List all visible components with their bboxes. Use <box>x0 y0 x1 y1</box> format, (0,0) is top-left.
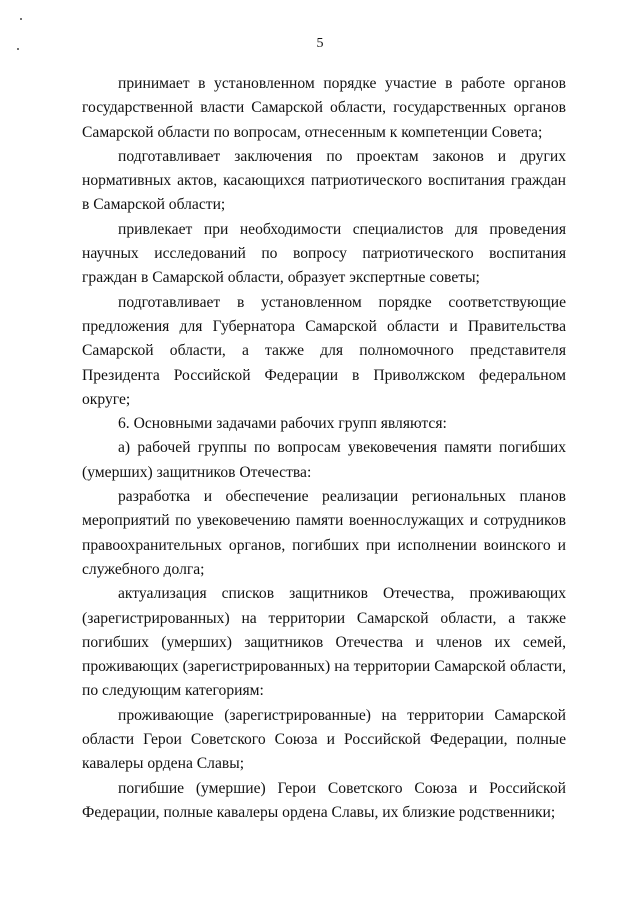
paragraph: подготавливает в установленном порядке соответствующие предложения для Губернатора Самарской области и Правительства Самарской области, а также для полномочного представителя Президента Российской Федерации в Приволжском федеральном округе; <box>82 293 566 408</box>
paragraph: принимает в установленном порядке участие в работе органов государственной власти Самарской области, государственных органов Самарской области по вопросам, отнесенным к компетенции Совета; <box>82 75 566 141</box>
document-body <box>82 72 566 825</box>
paragraph: актуализация списков защитников Отечества, проживающих (зарегистрированных) на территории Самарской области, а также погибших (умерших) защитников Отечества и членов их семей, проживающих (зарегистрированных) на территории Самарской области, по следующим категориям: <box>82 585 566 700</box>
paragraph: подготавливает заключения по проектам законов и других нормативных актов, касающихся патриотического воспитания граждан в Самарской области; <box>82 147 566 214</box>
section-heading: 6. Основными задачами рабочих групп являются: <box>118 415 447 433</box>
paragraph: разработка и обеспечение реализации региональных планов мероприятий по увековечению памяти военнослужащих и сотрудников правоохранительных органов, погибших при исполнении воинского и служебного долга; <box>82 488 566 578</box>
scan-speck <box>20 18 22 20</box>
paragraph: привлекает при необходимости специалистов для проведения научных исследований по вопросу патриотического воспитания граждан в Самарской области, образует экспертные советы; <box>82 220 566 287</box>
subsection-heading: а) рабочей группы по вопросам увековечения памяти погибших (умерших) защитников Отечества: <box>82 439 566 481</box>
paragraph: проживающие (зарегистрированные) на территории Самарской области Герои Советского Союза и Российской Федерации, полные кавалеры ордена Славы; <box>82 706 566 773</box>
paragraph: погибшие (умершие) Герои Советского Союза и Российской Федерации, полные кавалеры ордена Славы, их близкие родственники; <box>82 779 566 821</box>
page-number: 5 <box>316 36 324 51</box>
